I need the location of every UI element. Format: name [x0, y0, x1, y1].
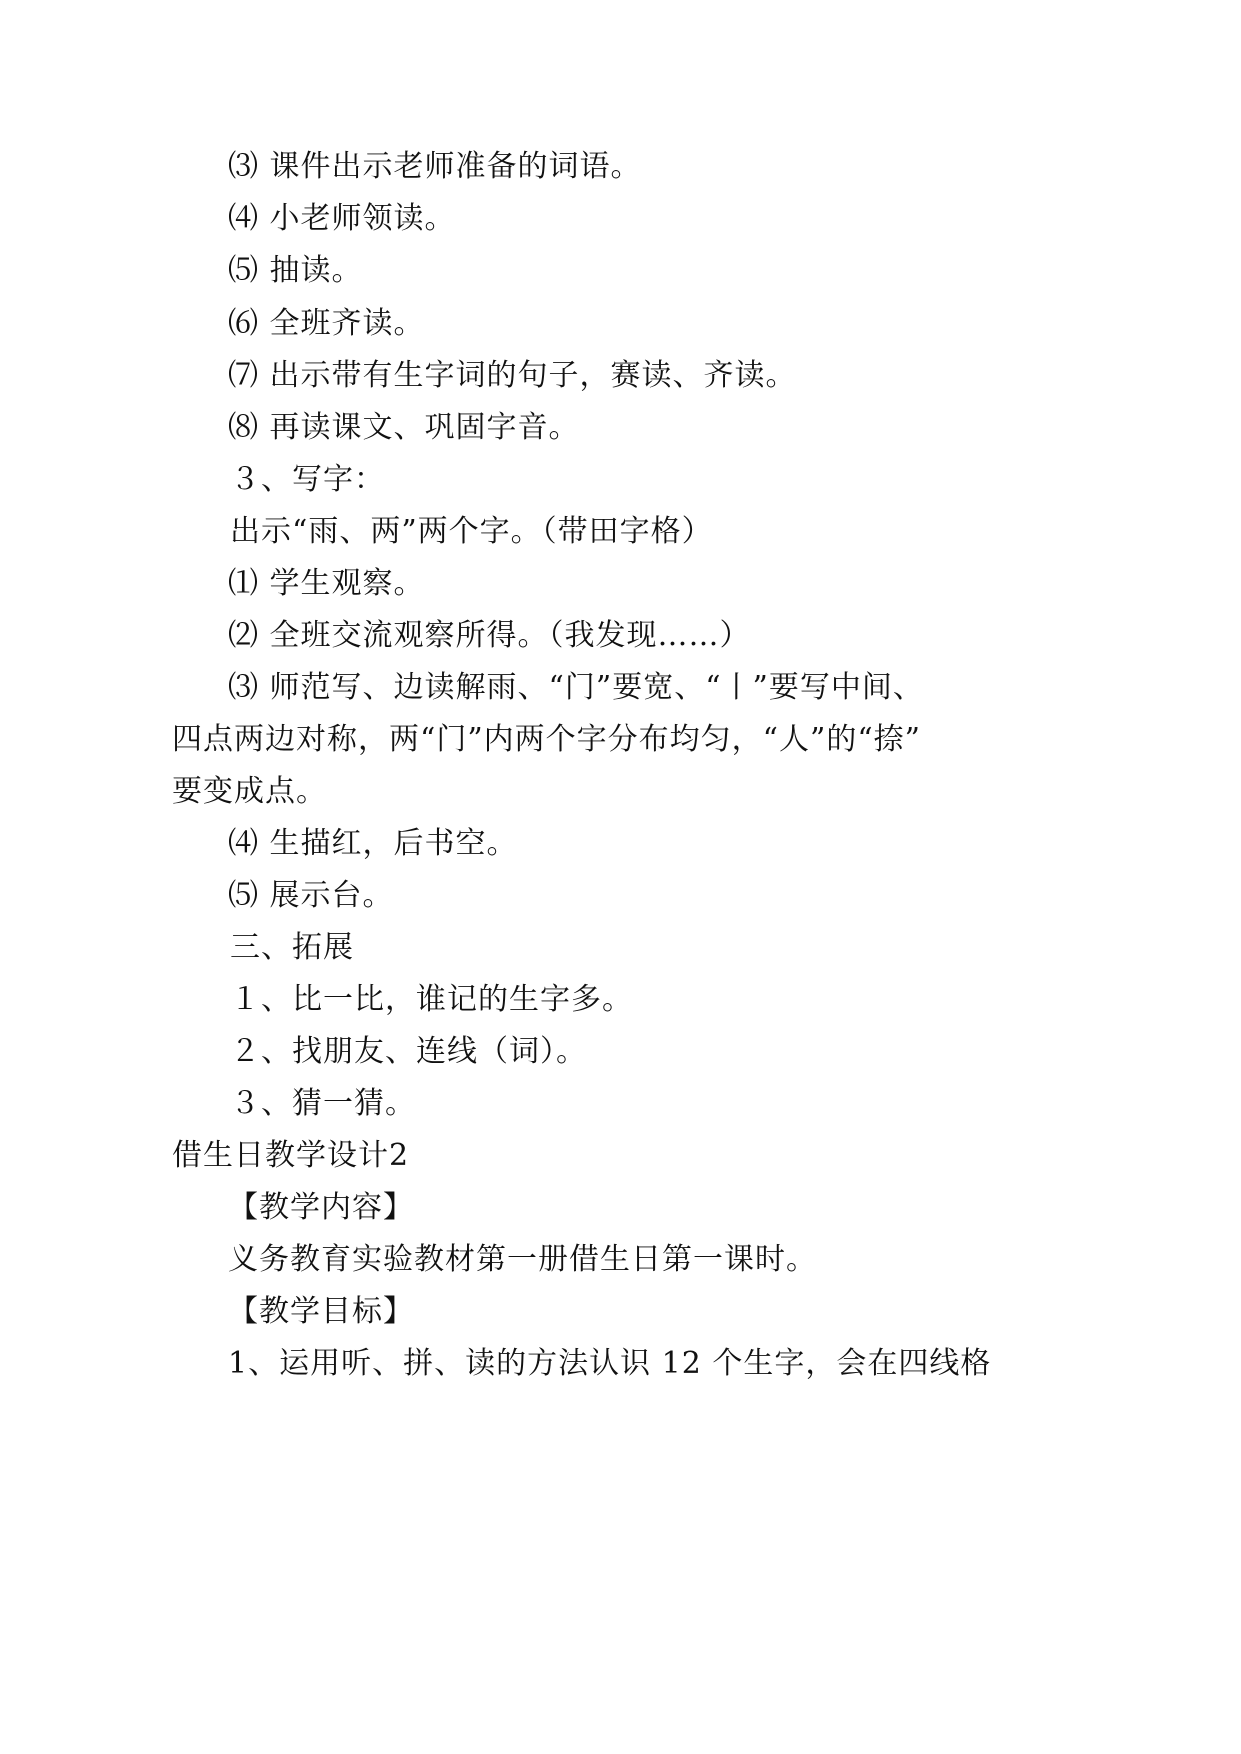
paragraph-line: 1、运用听、拼、读的方法认识 12 个生字，会在四线格	[228, 1346, 992, 1381]
list-item: １、比一比，谁记的生字多。	[230, 982, 633, 1017]
paragraph-line: 义务教育实验教材第一册借生日第一课时。	[228, 1242, 817, 1277]
paragraph-line: 出示“雨、两”两个字。（带田字格）	[230, 514, 713, 549]
step-line: ⑵ 全班交流观察所得。（我发现……）	[228, 618, 751, 653]
step-line: ⑹ 全班齐读。	[228, 306, 425, 341]
step-line: ⑷ 小老师领读。	[228, 201, 456, 236]
list-item: ３、猜一猜。	[230, 1086, 416, 1121]
section-heading: 三、拓展	[230, 930, 354, 965]
section-heading: 【教学内容】	[228, 1190, 414, 1225]
step-line: ⑸ 展示台。	[228, 878, 394, 913]
step-line: ⑴ 学生观察。	[228, 566, 425, 601]
paragraph-line: 四点两边对称，两“门”内两个字分布均匀，“人”的“捺”	[172, 722, 922, 757]
document-title: 借生日教学设计2	[172, 1138, 410, 1173]
step-line: ⑶ 课件出示老师准备的词语。	[228, 149, 642, 184]
step-line: ⑶ 师范写、边读解雨、“门”要宽、“丨”要写中间、	[228, 670, 924, 705]
section-heading: ３、写字：	[230, 462, 385, 497]
step-line: ⑷ 生描红，后书空。	[228, 826, 518, 861]
step-line: ⑺ 出示带有生字词的句子，赛读、齐读。	[228, 358, 797, 393]
section-heading: 【教学目标】	[228, 1294, 414, 1329]
list-item: ２、找朋友、连线（词）。	[230, 1034, 587, 1069]
step-line: ⑻ 再读课文、巩固字音。	[228, 410, 580, 445]
step-line: ⑸ 抽读。	[228, 253, 363, 288]
paragraph-line: 要变成点。	[172, 774, 327, 809]
